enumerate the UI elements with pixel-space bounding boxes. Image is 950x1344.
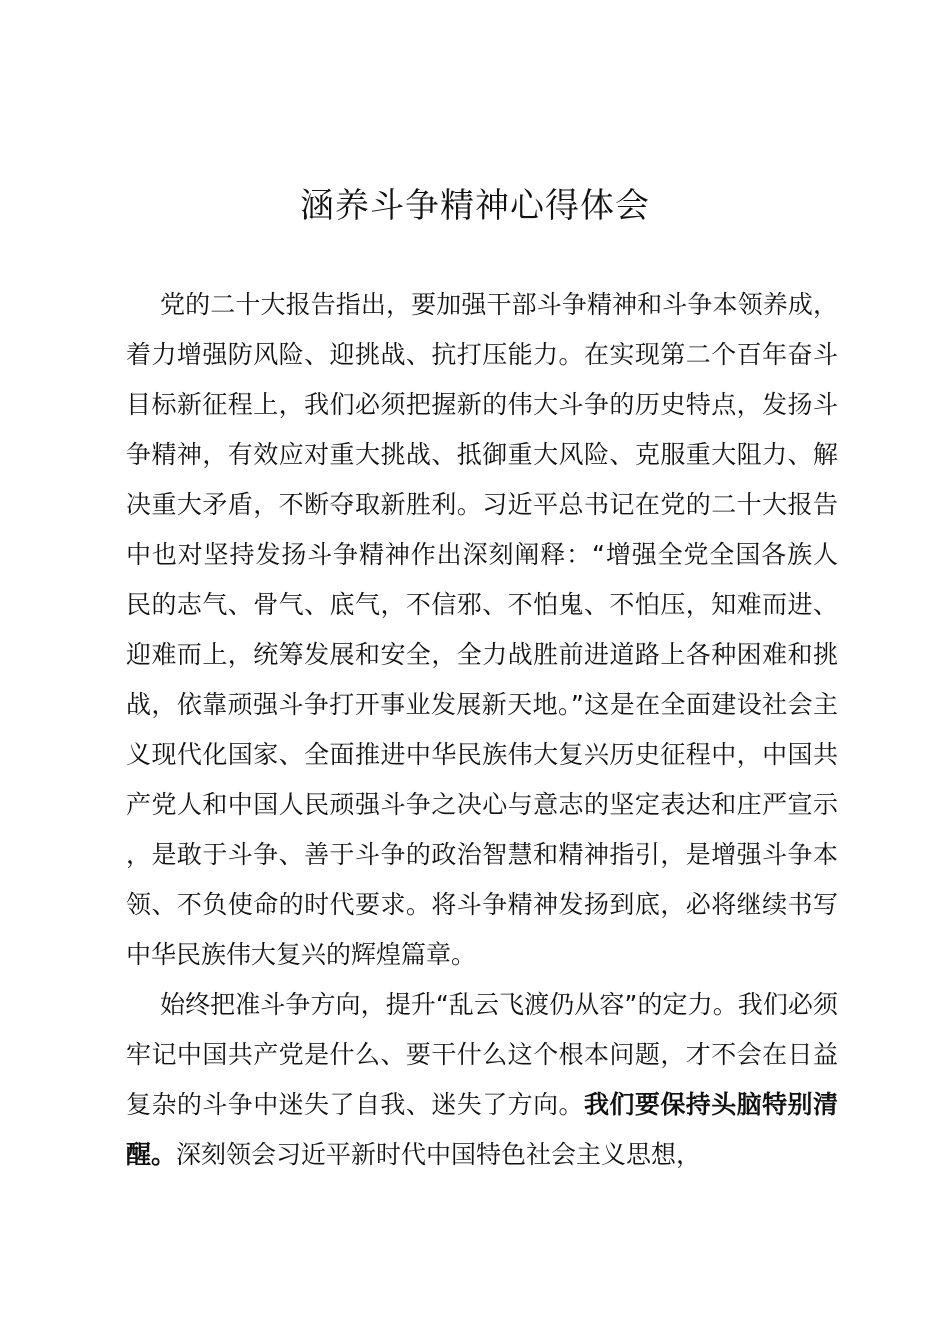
paragraph-1: 党的二十大报告指出，要加强干部斗争精神和斗争本领养成，着力增强防风险、迎挑战、抗打压能力。在实现第二个百年奋斗目标新征程上，我们必须把握新的伟大斗争的历史特点，发扬斗争精神，有效应对重大挑战、抵御重大风险、克服重大阻力、解决重大矛盾，不断夺取新胜利。习近平总书记在党的二十大报告中也对坚持发扬斗争精神作出深刻阐释：“增强全党全国各族人民的志气、骨气、底气，不信邪、不怕鬼、不怕压，知难而进、迎难而上，统筹发展和安全，全力战胜前进道路上各种困难和挑战，依靠顽强斗争打开事业发展新天地。”这是在全面建设社会主义现代化国家、全面推进中华民族伟大复兴历史征程中，中国共产党人和中国人民顽强斗争之决心与意志的坚定表达和庄严宣示，是敢于斗争、善于斗争的政治智慧和精神指引，是增强斗争本领、不负使命的时代要求。将斗争精神发扬到底，必将继续书写中华民族伟大复兴的辉煌篇章。	[126, 290, 838, 969]
paragraph-2-bold-text: 我们要保持头脑特别清醒。	[126, 1090, 838, 1169]
paragraph-2-text-after: 深刻领会习近平新时代中国特色社会主义思想，	[176, 1140, 702, 1169]
paragraph-2	[126, 980, 838, 1180]
page-title: 涵养斗争精神心得体会	[300, 186, 650, 226]
paragraph-2-text-before: 始终把准斗争方向，提升“乱云飞渡仍从容”的定力。我们必须牢记中国共产党是什么、要干什么这个根本问题，才不会在日益复杂的斗争中迷失了自我、迷失了方向。	[126, 990, 838, 1119]
document-body	[126, 280, 838, 1180]
